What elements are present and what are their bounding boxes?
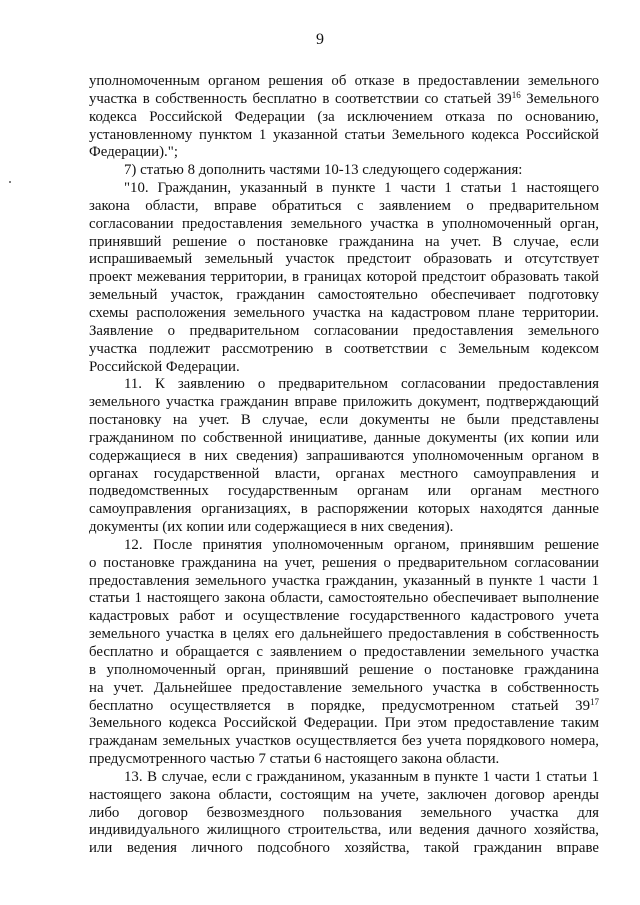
line-text: либо договор безвозмездного пользования земельного участка для [89, 804, 599, 821]
text-line [89, 287, 599, 305]
line-text: самоуправления организациях, в распоряжении которых находятся данные [89, 501, 599, 518]
line-text: подведомственных государственным органам или органам местного [89, 483, 599, 500]
text-line [89, 573, 599, 591]
text-line [89, 698, 599, 716]
line-text: согласовании предоставления земельного участка в уполномоченный орган, [89, 215, 599, 232]
line-text: органах государственной власти, органах местного самоуправления и [89, 465, 599, 482]
text-line [89, 180, 599, 198]
document-body [89, 73, 599, 858]
line-text: постановку на учет. В случае, если документы не были представлены [89, 412, 599, 429]
text-line [89, 341, 599, 359]
text-line [89, 840, 599, 858]
text-line [89, 680, 599, 698]
text-line [89, 216, 599, 234]
line-text: предусмотренного частью 7 статьи 6 настоящего закона области. [89, 751, 500, 768]
line-text: испрашиваемый земельный участок предстоит образовать и отсутствует [89, 251, 599, 268]
line-text: гражданином по собственной инициативе, данные документы (их копии или [89, 429, 599, 446]
line-text: в уполномоченный орган, принявший решение о постановке гражданина [89, 661, 599, 678]
page-number: 9 [316, 31, 324, 48]
line-text: Федерации)."; [89, 144, 178, 161]
line-text: статьи 1 настоящего закона области, самостоятельно обеспечивает выполнение [89, 590, 599, 607]
line-text: установленному пунктом 1 указанной статьи Земельного кодекса Российской [89, 126, 599, 143]
text-line [89, 412, 599, 430]
text-line [89, 430, 599, 448]
article-superscript: 16 [511, 89, 521, 100]
line-text-continued: Земельного [520, 90, 600, 107]
line-text: о постановке гражданина на учет, решения о предварительном согласовании [89, 554, 599, 571]
text-line [89, 787, 599, 805]
text-line [89, 626, 599, 644]
line-text: Земельного кодекса Российской Федерации. При этом предоставление таким [89, 715, 599, 732]
line-text: 13. В случае, если с гражданином, указанным в пункте 1 части 1 статьи 1 [124, 768, 599, 785]
line-text: земельного участка гражданин вправе приложить документ, подтверждающий [89, 394, 599, 411]
text-line [89, 483, 599, 501]
line-text: схемы расположения земельного участка на кадастровом плане территории. [89, 304, 599, 321]
line-text: на учет. Дальнейшее предоставление земельного участка в собственность [89, 679, 599, 696]
line-text: содержащиеся в них сведения) запрашиваются уполномоченным органом в [89, 447, 599, 464]
text-line [89, 127, 599, 145]
line-text: гражданам земельных участков осуществляется без учета порядкового номера, [89, 733, 599, 750]
text-line [89, 376, 599, 394]
article-superscript: 17 [590, 696, 599, 707]
text-line [89, 537, 599, 555]
line-text: или ведения личного подсобного хозяйства, такой гражданин вправе [89, 840, 599, 857]
line-text: предоставления земельного участка гражданин, указанный в пункте 1 части 1 [89, 572, 599, 589]
text-line [89, 359, 599, 377]
text-line [89, 305, 599, 323]
text-line [89, 501, 599, 519]
text-line [89, 822, 599, 840]
text-line [89, 519, 599, 537]
text-line [89, 109, 599, 127]
line-text: индивидуального жилищного строительства, или ведения дачного хозяйства, [89, 822, 599, 839]
line-text: уполномоченным органом решения об отказе в предоставлении земельного [89, 73, 599, 89]
line-text: документы (их копии или содержащиеся в них сведения). [89, 519, 454, 536]
text-line [89, 234, 599, 252]
text-line [89, 162, 599, 180]
line-text: бесплатно и обращается с заявлением о предоставлении земельного участка [89, 644, 599, 660]
line-text: кадастровых работ и осуществление государственного кадастрового учета [89, 608, 599, 625]
text-line [89, 769, 599, 787]
line-text: участка в собственность бесплатно в соответствии со статьей 39 [89, 90, 512, 107]
line-text: проект межевания территории, в границах которой предстоит образовать такой [89, 269, 599, 286]
text-line [89, 662, 599, 680]
text-line [89, 91, 599, 109]
line-text: земельный участок, гражданин самостоятельно обеспечивает подготовку [89, 287, 599, 304]
line-text: земельного участка в целях его дальнейшего предоставления в собственность [89, 626, 599, 643]
line-text: принявший решение о постановке гражданина на учет. В случае, если [89, 233, 599, 250]
text-line [89, 733, 599, 751]
text-line [89, 608, 599, 626]
text-line [89, 448, 599, 466]
text-line [89, 715, 599, 733]
line-text: 11. К заявлению о предварительном согласовании предоставления [124, 376, 599, 393]
text-line [89, 73, 599, 91]
text-line [89, 269, 599, 287]
text-line [89, 644, 599, 662]
line-text: настоящего закона области, состоящим на учете, заключен договор аренды [89, 786, 599, 803]
text-line [89, 323, 599, 341]
text-line [89, 251, 599, 269]
line-text: 7) статью 8 дополнить частями 10-13 следующего содержания: [124, 162, 523, 179]
line-text: кодекса Российской Федерации (за исключением отказа по основанию, [89, 108, 599, 125]
text-line [89, 805, 599, 823]
text-line [89, 466, 599, 484]
line-text: бесплатно осуществляется в порядке, предусмотренном статьей 39 [89, 697, 590, 714]
text-line [89, 394, 599, 412]
text-line [89, 555, 599, 573]
line-text: закона области, вправе обратиться с заявлением о предварительном [89, 197, 599, 214]
line-text: Российской Федерации. [89, 358, 240, 375]
line-text: 12. После принятия уполномоченным органом, принявшим решение [124, 536, 599, 553]
line-text: "10. Гражданин, указанный в пункте 1 части 1 статьи 1 настоящего [124, 180, 599, 197]
line-text: Заявление о предварительном согласовании предоставления земельного [89, 322, 599, 339]
line-text: участка подлежит рассмотрению в соответствии с Земельным кодексом [89, 340, 599, 357]
text-line [89, 144, 599, 162]
text-line [89, 590, 599, 608]
text-line [89, 751, 599, 769]
scan-speck [9, 181, 11, 183]
text-line [89, 198, 599, 216]
